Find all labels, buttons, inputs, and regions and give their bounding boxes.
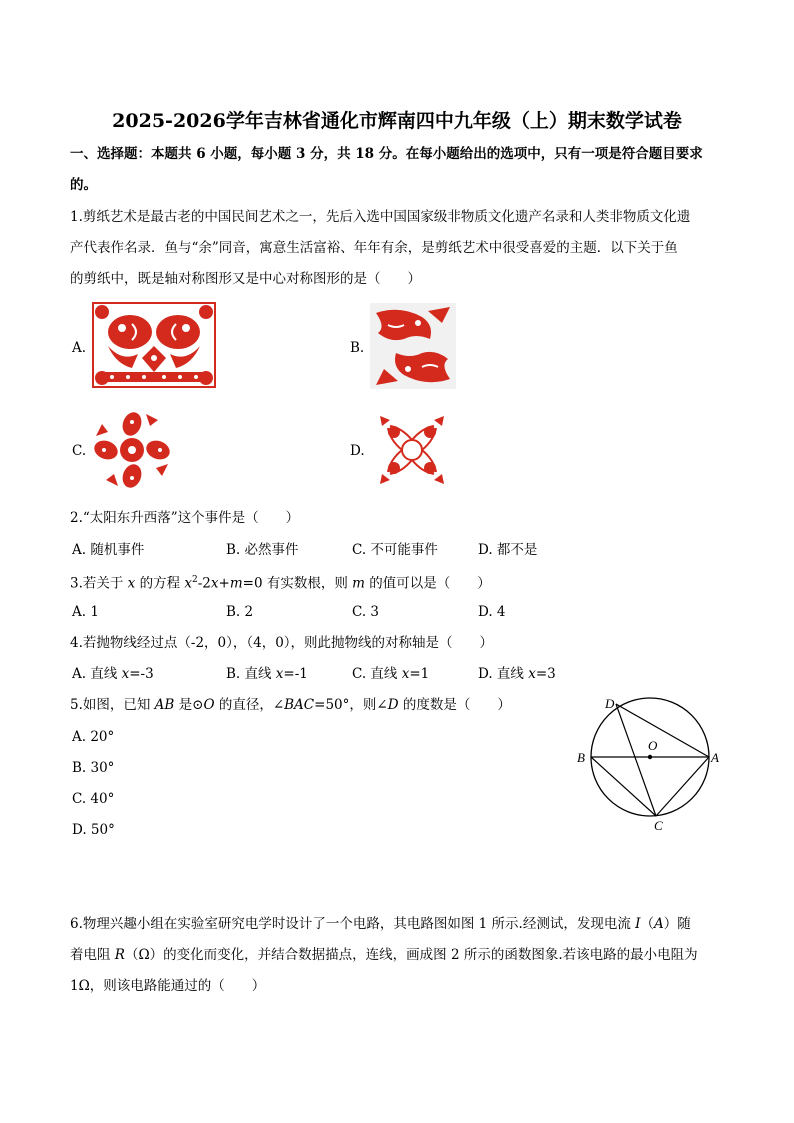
q6-stem-line3: 1Ω，则该电路能通过的（ ）: [70, 978, 266, 994]
paper-cut-fish-a-image: [92, 302, 216, 388]
q1-option-b-label: B.: [350, 340, 365, 356]
q1-option-c-label: C.: [72, 443, 87, 459]
paper-cut-fish-c-image: [92, 410, 172, 490]
exam-title: 2025-2026学年吉林省通化市辉南四中九年级（上）期末数学试卷: [112, 110, 682, 132]
segment-da: [616, 704, 709, 757]
q4-option-c: C. 直线 x=1: [352, 666, 430, 682]
q5-option-c: C. 40°: [72, 791, 115, 807]
q2-option-a: A. 随机事件: [72, 542, 145, 558]
label-a: A: [711, 750, 719, 765]
q6-stem-line2: 着电阻 R（Ω）的变化而变化，并结合数据描点，连线，画成图 2 所示的函数图象.若该电路的最小电阻为: [70, 947, 698, 963]
q6-stem-line1: 6.物理兴趣小组在实验室研究电学时设计了一个电路，其电路图如图 1 所示.经测试，发现电流 I（A）随: [70, 916, 691, 932]
q1-option-a-label: A.: [72, 340, 87, 356]
q3-option-c: C. 3: [352, 604, 380, 620]
segment-dc: [616, 704, 656, 816]
q3-option-b: B. 2: [226, 604, 254, 620]
segment-bc: [591, 757, 656, 816]
q4-stem: 4.若抛物线经过点（-2，0），（4，0），则此抛物线的对称轴是（ ）: [70, 635, 494, 651]
q3-option-a: A. 1: [72, 604, 99, 620]
q1-stem-line1: 1.剪纸艺术是最古老的中国民间艺术之一，先后入选中国国家级非物质文化遗产名录和人类非物质文化遗: [70, 209, 691, 225]
section-heading-cont: 的。: [70, 177, 97, 193]
label-c: C: [654, 818, 663, 833]
q5-option-a: A. 20°: [72, 729, 115, 745]
q1-stem-line3: 的剪纸中，既是轴对称图形又是中心对称图形的是（ ）: [70, 271, 421, 287]
center-point-o: [648, 755, 652, 759]
q1-option-d-label: D.: [350, 443, 365, 459]
q3-stem: 3.若关于 x 的方程 $x^2-2x+m=0$ 有实数根，则 m 的值可以是（ ）: [70, 575, 491, 592]
q2-option-c: C. 不可能事件: [352, 542, 438, 558]
label-d: D: [605, 696, 615, 711]
q1-stem-line2: 产代表作名录．鱼与“余”同音，寓意生活富裕、年年有余，是剪纸艺术中很受喜爱的主题．以下关于鱼: [70, 240, 678, 256]
circle-geometry-figure: [572, 690, 732, 836]
q5-stem: 5.如图，已知 AB 是⊙O 的直径，∠BAC=50°，则∠D 的度数是（ ）: [70, 697, 511, 713]
paper-cut-fish-d-image: [372, 410, 452, 490]
label-b: B: [577, 750, 585, 765]
q4-option-b: B. 直线 x=-1: [226, 666, 308, 682]
section-heading: 一、选择题：本题共 6 小题，每小题 3 分，共 18 分。在每小题给出的选项中，只有一项是符合题目要求: [70, 146, 703, 162]
q2-option-d: D. 都不是: [478, 542, 538, 558]
q5-option-b: B. 30°: [72, 760, 115, 776]
q4-option-d: D. 直线 x=3: [478, 666, 556, 682]
q2-option-b: B. 必然事件: [226, 542, 299, 558]
label-o: O: [648, 738, 658, 753]
q5-option-d: D. 50°: [72, 822, 115, 838]
paper-cut-fish-b-image: [370, 303, 456, 389]
q2-stem: 2.“太阳东升西落”这个事件是（ ）: [70, 510, 300, 526]
q4-option-a: A. 直线 x=-3: [72, 666, 154, 682]
q3-option-d: D. 4: [478, 604, 506, 620]
